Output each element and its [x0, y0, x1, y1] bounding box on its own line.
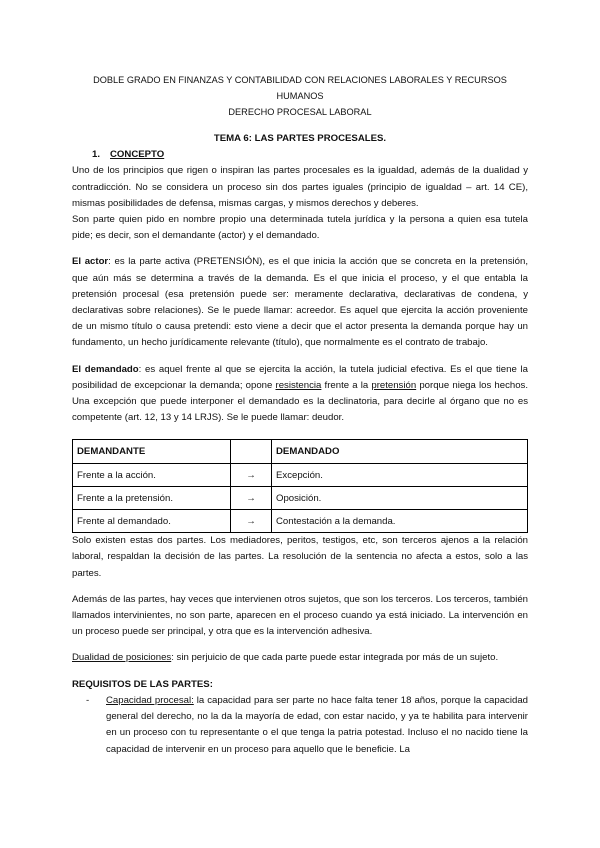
section-title: CONCEPTO: [110, 149, 165, 161]
requisitos-list: [72, 693, 528, 758]
actor-label: El actor: [72, 256, 109, 268]
table-cell-right: Excepción.: [272, 463, 528, 486]
requisitos-heading: REQUISITOS DE LAS PARTES:: [72, 678, 213, 690]
demandado-text-3: porque niega los hechos. Una excepción que puede interponer el demandado es la declinatoria, para decirle al órgano que no es competente (art. 12, 13 y 14 LRJS). Se le puede llamar: deudor.: [72, 379, 529, 424]
table-row: [73, 510, 528, 533]
demandado-label: El demandado: [72, 363, 139, 375]
demandado-paragraph: [72, 362, 528, 427]
table-cell-left: Frente al demandado.: [73, 510, 231, 533]
table-cell-right: Contestación a la demanda.: [272, 510, 528, 533]
list-item: [72, 693, 528, 758]
header-cell-empty: [231, 440, 272, 463]
resistencia-term: resistencia: [275, 379, 322, 391]
arrow-icon: →: [231, 486, 272, 509]
section-heading: [92, 147, 528, 163]
degree-title: DOBLE GRADO EN FINANZAS Y CONTABILIDAD CON RELACIONES LABORALES Y RECURSOS HUMANOS: [93, 75, 507, 101]
dualidad-text: : sin perjuicio de que cada parte puede estar integrada por más de un sujeto.: [171, 652, 499, 664]
header-cell-demandante: DEMANDANTE: [73, 440, 231, 463]
table-header-row: [73, 440, 528, 463]
table-row: [73, 463, 528, 486]
table-cell-right: Oposición.: [272, 486, 528, 509]
capacidad-procesal-label: Capacidad procesal:: [106, 694, 194, 706]
actor-paragraph: [72, 254, 528, 351]
concepto-paragraph-1: Uno de los principios que rigen o inspiran las partes procesales es la igualdad, además de la dualidad y contradicción. No se considera un proceso sin dos partes iguales (principio de igualdad – art. 14 CE), mismas posibilidades de defensa, mismas cargas, y mismos derechos y deberes.: [72, 165, 528, 209]
arrow-icon: →: [231, 463, 272, 486]
chapter-title: TEMA 6: LAS PARTES PROCESALES.: [213, 133, 387, 144]
terceros-paragraph: Además de las partes, hay veces que intervienen otros sujetos, que son los terceros. Los terceros, también llamados intervinientes, no son parte, aparecen en el proceso cuando ya está iniciado. La intervención en un proceso puede ser principal, y otra que es la intervención adhesiva.: [72, 593, 528, 638]
parties-table: [72, 439, 528, 533]
demandado-text-2: frente a la: [321, 379, 372, 391]
after-table-paragraph: Solo existen estas dos partes. Los mediadores, peritos, testigos, etc, son terceros ajenos a la relación laboral, respaldan la decisión de las partes. La resolución de la sentencia no afecta a estos, solo a las partes.: [72, 535, 528, 579]
concepto-paragraph-2: Son parte quien pido en nombre propio una determinada tutela jurídica y la persona a quien esa tutela pide; es decir, son el demandante (actor) y el demandado.: [72, 214, 528, 242]
demandado-text-1: : es aquel frente al que se ejercita la acción, la tutela judicial efectiva. Es el que tiene la posibilidad de excepcionar la demanda; opone: [72, 363, 528, 391]
capacidad-procesal-text: la capacidad para ser parte no hace falta tener 18 años, porque la capacidad general del derecho, no la da la mayoría de edad, con estar nacido, y ya te habilita para intervenir en un proceso con tu representante o el que tenga la patria potestad. Incluso el no nacido tiene la capacidad de intervenir en un proceso para aquello que le beneficie. La: [106, 694, 528, 755]
list-dash: -: [86, 694, 90, 706]
dualidad-label: Dualidad de posiciones: [72, 652, 172, 664]
dualidad-paragraph: [72, 650, 528, 666]
arrow-icon: →: [231, 510, 272, 533]
document-header: [72, 72, 528, 120]
header-cell-demandado: DEMANDADO: [272, 440, 528, 463]
course-title: DERECHO PROCESAL LABORAL: [228, 107, 372, 117]
actor-text: : es la parte activa (PRETENSIÓN), es el que inicia la acción que se concreta en la pretensión, que aún más se determina a través de la demanda. Es el que inicia el proceso, y el que entabla la pretensión procesal (esa pretensión puede ser: meramente declarativa, declarativas de condena, y declarativas sobre relaciones). Se le puede llamar: acreedor. Es aquel que ejercita la acción proveniente de un mismo título o causa pretendi: esto viene a decir que el actor presenta la demanda porque hay un fundamento, un hecho jurídicamente relevante (título), que normalmente es el contrato de trabajo.: [72, 256, 528, 349]
table-cell-left: Frente a la acción.: [73, 463, 231, 486]
pretension-term: pretensión: [371, 379, 417, 391]
section-number: 1.: [92, 149, 101, 161]
table-row: [73, 486, 528, 509]
table-cell-left: Frente a la pretensión.: [73, 486, 231, 509]
